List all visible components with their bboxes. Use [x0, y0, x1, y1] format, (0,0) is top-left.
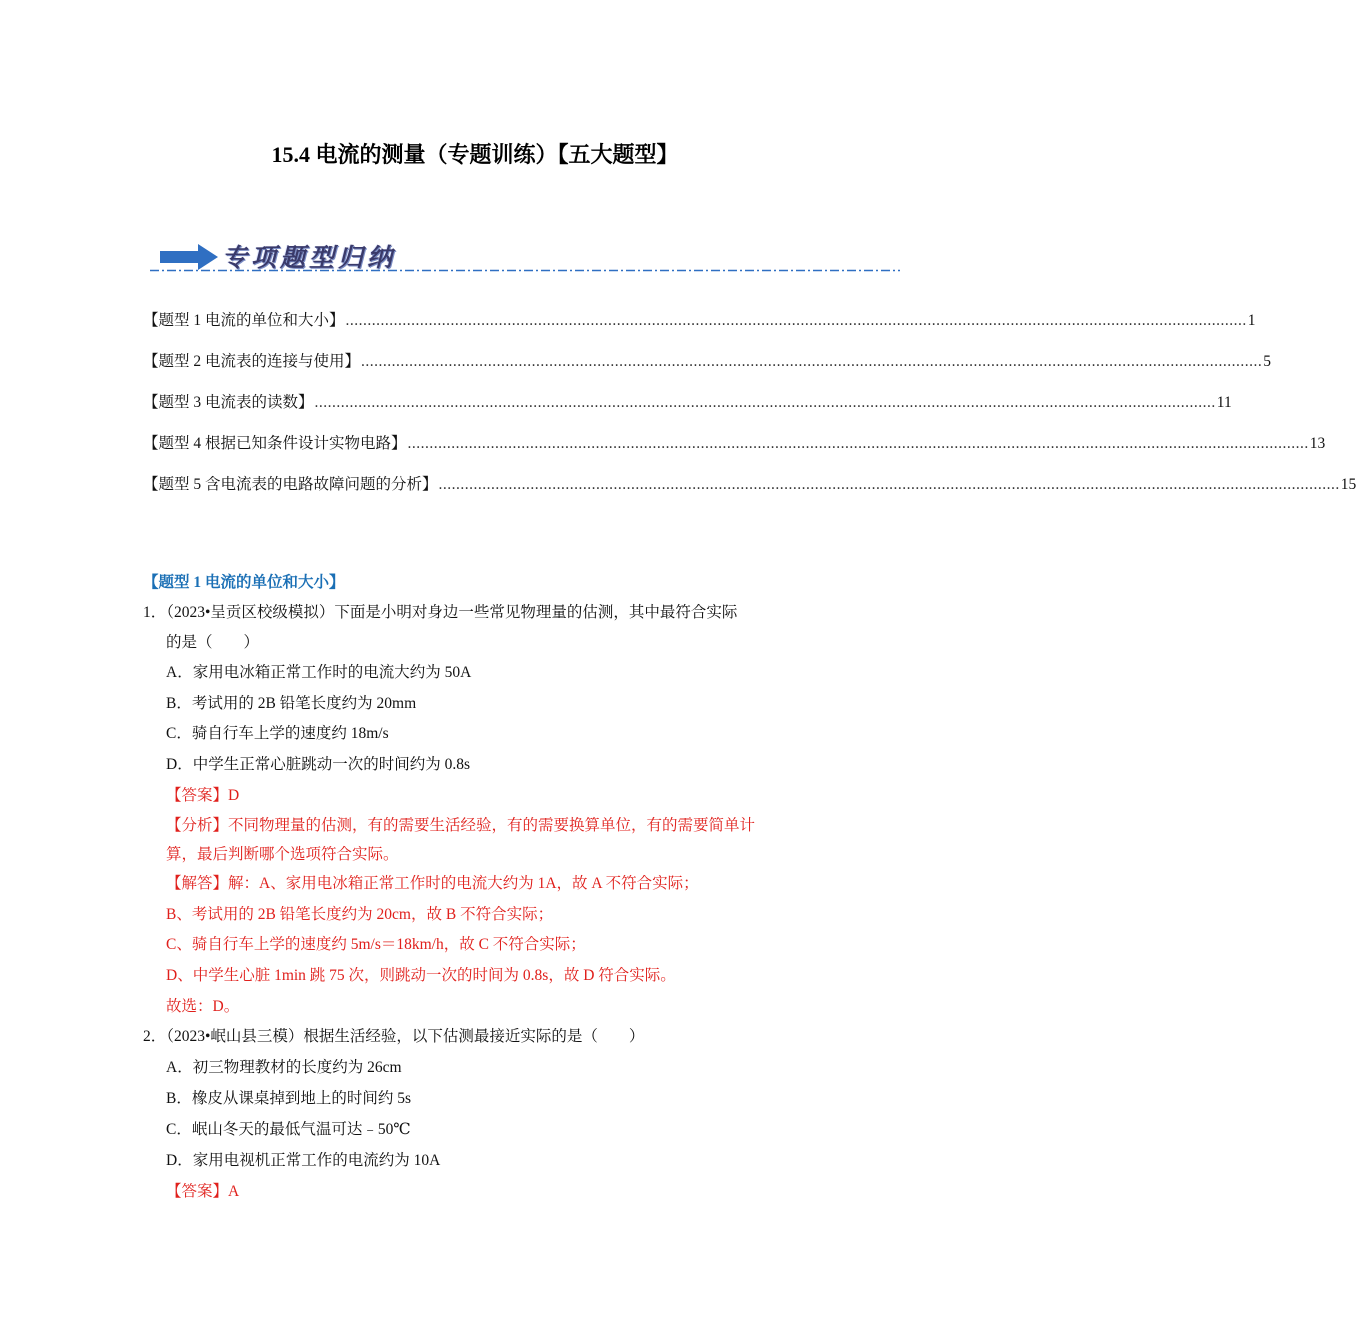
toc-leader: .............................................................................................................................................................................................................. [438, 476, 1340, 493]
banner-title: 专项题型归纳 [222, 245, 397, 272]
analysis-cont: 算，最后判断哪个选项符合实际。 [166, 846, 399, 863]
solution-line: 【解答】解：A、家用电冰箱正常工作时的电流大约为 1A，故 A 不符合实际； [166, 875, 699, 892]
toc-page-number: 15 [1340, 476, 1356, 493]
toc-label: 【题型 3 电流表的读数】 [143, 394, 314, 411]
toc-entry-5[interactable] [143, 472, 1356, 494]
conclusion: 故选：D。 [166, 998, 240, 1015]
banner-divider [150, 269, 900, 272]
option-c: C．骑自行车上学的速度约 18m/s [166, 725, 389, 742]
toc-label: 【题型 1 电流的单位和大小】 [143, 312, 345, 329]
toc-label: 【题型 5 含电流表的电路故障问题的分析】 [143, 476, 438, 493]
solution-line: B、考试用的 2B 铅笔长度约为 20cm，故 B 不符合实际； [166, 906, 554, 923]
toc-leader: .............................................................................................................................................................................................................. [345, 312, 1247, 329]
analysis: 【分析】不同物理量的估测，有的需要生活经验，有的需要换算单位，有的需要简单计 [166, 817, 756, 834]
option-d: D．中学生正常心脏跳动一次的时间约为 0.8s [166, 756, 470, 773]
option-b: B．橡皮从课桌掉到地上的时间约 5s [166, 1090, 411, 1107]
solution-line: D、中学生心脏 1min 跳 75 次，则跳动一次的时间为 0.8s，故 D 符合实际。 [166, 967, 676, 984]
toc-page-number: 11 [1216, 394, 1232, 411]
toc-entry-4[interactable] [143, 431, 1326, 453]
right-arrow-icon [160, 244, 220, 270]
question-stem: 2．（2023•岷山县三模）根据生活经验，以下估测最接近实际的是（ ） [143, 1028, 645, 1045]
question-stem: 1．（2023•呈贡区校级模拟）下面是小明对身边一些常见物理量的估测，其中最符合实际 [143, 604, 738, 621]
toc-label: 【题型 2 电流表的连接与使用】 [143, 353, 361, 370]
toc-leader: .............................................................................................................................................................................................................. [407, 435, 1309, 452]
solution-line: C、骑自行车上学的速度约 5m/s＝18km/h，故 C 不符合实际； [166, 936, 586, 953]
toc-leader: .............................................................................................................................................................................................................. [361, 353, 1263, 370]
toc-page-number: 13 [1309, 435, 1326, 452]
page-title: 15.4 电流的测量（专题训练）【五大题型】 [271, 142, 679, 167]
option-a: A．初三物理教材的长度约为 26cm [166, 1059, 402, 1076]
toc-page-number: 1 [1247, 312, 1256, 329]
toc-entry-2[interactable] [143, 349, 1272, 371]
toc-page-number: 5 [1263, 353, 1272, 370]
toc-label: 【题型 4 根据已知条件设计实物电路】 [143, 435, 407, 452]
toc-leader: .............................................................................................................................................................................................................. [314, 394, 1216, 411]
option-d: D．家用电视机正常工作的电流约为 10A [166, 1152, 441, 1169]
section-banner [150, 236, 900, 276]
answer: 【答案】D [166, 787, 240, 804]
section-heading: 【题型 1 电流的单位和大小】 [143, 574, 345, 591]
toc-entry-3[interactable] [143, 390, 1232, 412]
question-stem-cont: 的是（ ） [166, 634, 260, 651]
toc-entry-1[interactable] [143, 308, 1256, 330]
answer: 【答案】A [166, 1183, 240, 1200]
option-b: B．考试用的 2B 铅笔长度约为 20mm [166, 695, 417, 712]
option-c: C．岷山冬天的最低气温可达﹣50℃ [166, 1121, 411, 1138]
option-a: A．家用电冰箱正常工作时的电流大约为 50A [166, 664, 472, 681]
